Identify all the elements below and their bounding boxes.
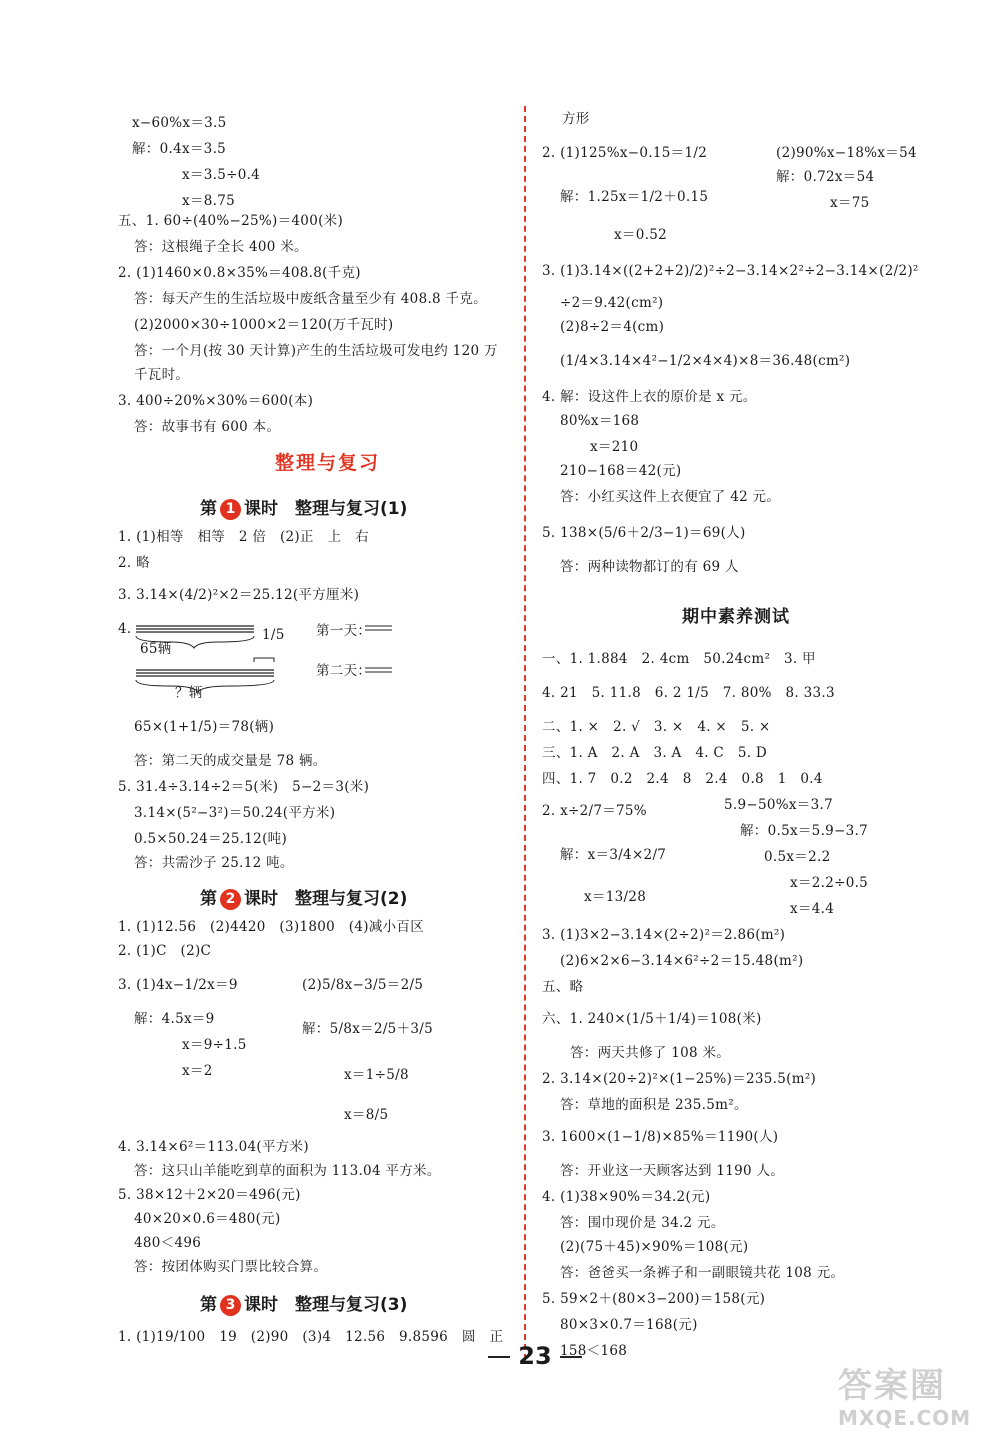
- answer-line: ÷2＝9.42(cm²): [560, 295, 664, 311]
- answer-line: 答：小红买这件上衣便宜了 42 元。: [560, 489, 781, 505]
- answer-line: 0.5×50.24＝25.12(吨): [134, 831, 288, 847]
- answer-line: (2)(75＋45)×90%＝108(元): [560, 1239, 749, 1255]
- lesson-title: 课时 整理与复习(1): [244, 499, 408, 519]
- answer-line: 2. 3.14×(20÷2)²×(1−25%)＝235.5(m²): [542, 1071, 817, 1087]
- answer-line: 五、1. 60÷(40%−25%)＝400(米): [118, 213, 344, 229]
- solution-line: x＝0.52: [614, 227, 667, 243]
- solution-line: x＝13/28: [584, 889, 647, 905]
- solution-line: 解：0.4x＝3.5: [132, 141, 227, 157]
- solution-line: x＝4.4: [790, 901, 835, 917]
- midterm-title: 期中素养测试: [682, 607, 790, 627]
- solution-line: x＝2.2÷0.5: [790, 875, 869, 891]
- answer-line: 5. 138×(5/6＋2/3−1)＝69(人): [542, 525, 746, 541]
- answer-line: 3. (1)3.14×((2+2+2)/2)²÷2−3.14×2²÷2−3.14×(2/2)²: [542, 263, 919, 279]
- answer-line: 千瓦时。: [134, 367, 190, 383]
- answer-line: 一、1. 1.884 2. 4cm 50.24cm² 3. 甲: [542, 651, 816, 667]
- answer-line: 答：这只山羊能吃到草的面积为 113.04 平方米。: [134, 1163, 441, 1179]
- lesson-prefix: 第: [200, 1295, 217, 1315]
- lesson-prefix: 第: [200, 889, 217, 909]
- answer-line: 2. 略: [118, 555, 150, 571]
- watermark-logo: 答案圈: [838, 1366, 946, 1406]
- solution-line: 解：0.72x＝54: [776, 169, 875, 185]
- watermark-url: MXQE.COM: [838, 1406, 972, 1430]
- solution-line: 解：5/8x＝2/5＋3/5: [302, 1021, 433, 1037]
- answer-line: 3. (1)3×2−3.14×(2÷2)²＝2.86(m²): [542, 927, 786, 943]
- solution-line: 解：0.5x＝5.9−3.7: [740, 823, 869, 839]
- answer-line: 3. 400÷20%×30%＝600(本): [118, 393, 314, 409]
- equation-line: x−60%x＝3.5: [132, 115, 227, 131]
- answer-line: 65×(1+1/5)＝78(辆): [134, 719, 275, 735]
- solution-line: x＝75: [830, 195, 870, 211]
- equation-line: 3. (1)4x−1/2x＝9: [118, 977, 238, 993]
- solution-line: 80%x＝168: [560, 413, 640, 429]
- solution-line: x＝8.75: [182, 193, 235, 209]
- answer-line: 答：这根绳子全长 400 米。: [134, 239, 308, 255]
- answer-line: (1/4×3.14×4²−1/2×4×4)×8＝36.48(cm²): [560, 353, 851, 369]
- dash-right: [560, 1356, 582, 1358]
- diagram-fraction: 1/5: [262, 627, 285, 643]
- answer-line: 2. (1)C (2)C: [118, 943, 212, 959]
- answer-line: 2. (1)1460×0.8×35%＝408.8(千克): [118, 265, 361, 281]
- lesson-number-badge: 2: [220, 889, 241, 910]
- answer-line: 4. 解：设这件上衣的原价是 x 元。: [542, 389, 757, 405]
- answer-line: 答：爸爸买一条裤子和一副眼镜共花 108 元。: [560, 1265, 845, 1281]
- answer-line: (2)8÷2＝4(cm): [560, 319, 665, 335]
- lesson-title: 课时 整理与复习(3): [244, 1295, 408, 1315]
- dash-left: [488, 1356, 510, 1358]
- answer-line: 答：两天共修了 108 米。: [570, 1045, 731, 1061]
- answer-line: 158＜168: [560, 1343, 628, 1359]
- answer-line: 3.14×(5²−3²)＝50.24(平方米): [134, 805, 336, 821]
- lesson-number-badge: 3: [220, 1295, 241, 1316]
- solution-line: 0.5x＝2.2: [764, 849, 831, 865]
- diagram-label: 65辆: [140, 641, 172, 657]
- lesson-title: 课时 整理与复习(2): [244, 889, 408, 909]
- brace: [254, 658, 274, 662]
- solution-line: x＝3.5÷0.4: [182, 167, 261, 183]
- diagram-label: ？辆: [175, 685, 203, 701]
- answer-line: 答：故事书有 600 本。: [134, 419, 281, 435]
- answer-line: 答：每天产生的生活垃圾中废纸含量至少有 408.8 千克。: [134, 291, 487, 307]
- answer-line: 四、1. 7 0.2 2.4 8 2.4 0.8 1 0.4: [542, 771, 823, 787]
- answer-line: 3. 3.14×(4/2)²×2＝25.12(平方厘米): [118, 587, 360, 603]
- answer-line: 二、1. × 2. √ 3. × 4. × 5. ×: [542, 719, 771, 735]
- answer-line: 80×3×0.7＝168(元): [560, 1317, 698, 1333]
- answer-line: 方形: [562, 111, 590, 127]
- equation-line: 2. x÷2/7＝75%: [542, 803, 647, 819]
- answer-line: 1. (1)相等 相等 2 倍 (2)正 上 右: [118, 529, 369, 545]
- answer-line: 三、1. A 2. A 3. A 4. C 5. D: [542, 745, 768, 761]
- lesson-prefix: 第: [200, 499, 217, 519]
- answer-line: 4. 3.14×6²＝113.04(平方米): [118, 1139, 309, 1155]
- answer-line: 答：两种读物都订的有 69 人: [560, 559, 739, 575]
- diagram-label: 第一天：: [316, 623, 372, 639]
- equation-line: (2)5/8x−3/5＝2/5: [302, 977, 424, 993]
- answer-line: 五、略: [542, 979, 584, 995]
- answer-line: 5. 38×12＋2×20＝496(元): [118, 1187, 301, 1203]
- answer-line: 40×20×0.6＝480(元): [134, 1211, 281, 1227]
- solution-line: x＝2: [182, 1063, 213, 1079]
- solution-line: x＝1÷5/8: [344, 1067, 409, 1083]
- answer-line: 答：围巾现价是 34.2 元。: [560, 1215, 725, 1231]
- solution-line: x＝8/5: [344, 1107, 389, 1123]
- question-number: 4.: [118, 621, 132, 637]
- answer-line: (2)2000×30÷1000×2＝120(万千瓦时): [134, 317, 394, 333]
- answer-line: 1. (1)19/100 19 (2)90 (3)4 12.56 9.8596 圆 正: [118, 1329, 504, 1345]
- watermark: [838, 1366, 988, 1444]
- solution-line: x＝210: [590, 439, 639, 455]
- column-divider: [524, 106, 526, 1360]
- answer-line: 1. (1)12.56 (2)4420 (3)1800 (4)减小百区: [118, 919, 425, 935]
- answer-line: 480＜496: [134, 1235, 202, 1251]
- equation-line: (2)90%x−18%x＝54: [776, 145, 917, 161]
- lesson-heading-3: [200, 1290, 407, 1316]
- answer-line: 六、1. 240×(1/5＋1/4)＝108(米): [542, 1011, 762, 1027]
- answer-line: 答：开业这一天顾客达到 1190 人。: [560, 1163, 785, 1179]
- answer-line: 答：一个月(按 30 天计算)产生的生活垃圾可发电约 120 万: [134, 343, 498, 359]
- section-title: 整理与复习: [275, 452, 381, 474]
- solution-line: 解：4.5x＝9: [134, 1011, 215, 1027]
- answer-line: 答：按团体购买门票比较合算。: [134, 1259, 328, 1275]
- answer-line: 答：草地的面积是 235.5m²。: [560, 1097, 748, 1113]
- answer-line: 4. (1)38×90%＝34.2(元): [542, 1189, 711, 1205]
- answer-line: 3. 1600×(1−1/8)×85%＝1190(人): [542, 1129, 779, 1145]
- solution-line: x＝9÷1.5: [182, 1037, 247, 1053]
- answer-line: 4. 21 5. 11.8 6. 2 1/5 7. 80% 8. 33.3: [542, 685, 835, 701]
- answer-line: 5. 31.4÷3.14÷2＝5(米) 5−2＝3(米): [118, 779, 370, 795]
- answer-line: 5. 59×2＋(80×3−200)＝158(元): [542, 1291, 766, 1307]
- answer-line: 答：共需沙子 25.12 吨。: [134, 855, 294, 871]
- equation-line: 5.9−50%x＝3.7: [724, 797, 833, 813]
- page-number: 23: [480, 1342, 590, 1370]
- lesson-number-badge: 1: [220, 499, 241, 520]
- solution-line: 解：x＝3/4×2/7: [560, 847, 667, 863]
- solution-line: 解：1.25x＝1/2＋0.15: [560, 189, 709, 205]
- lesson-heading-2: [200, 884, 407, 910]
- lesson-heading-1: [200, 494, 407, 520]
- answer-line: 答：第二天的成交量是 78 辆。: [134, 753, 327, 769]
- answer-line: (2)6×2×6−3.14×6²÷2＝15.48(m²): [560, 953, 804, 969]
- diagram-label: 第二天：: [316, 663, 372, 679]
- equation-line: 2. (1)125%x−0.15＝1/2: [542, 145, 708, 161]
- solution-line: 210−168＝42(元): [560, 463, 682, 479]
- brace: [136, 680, 274, 692]
